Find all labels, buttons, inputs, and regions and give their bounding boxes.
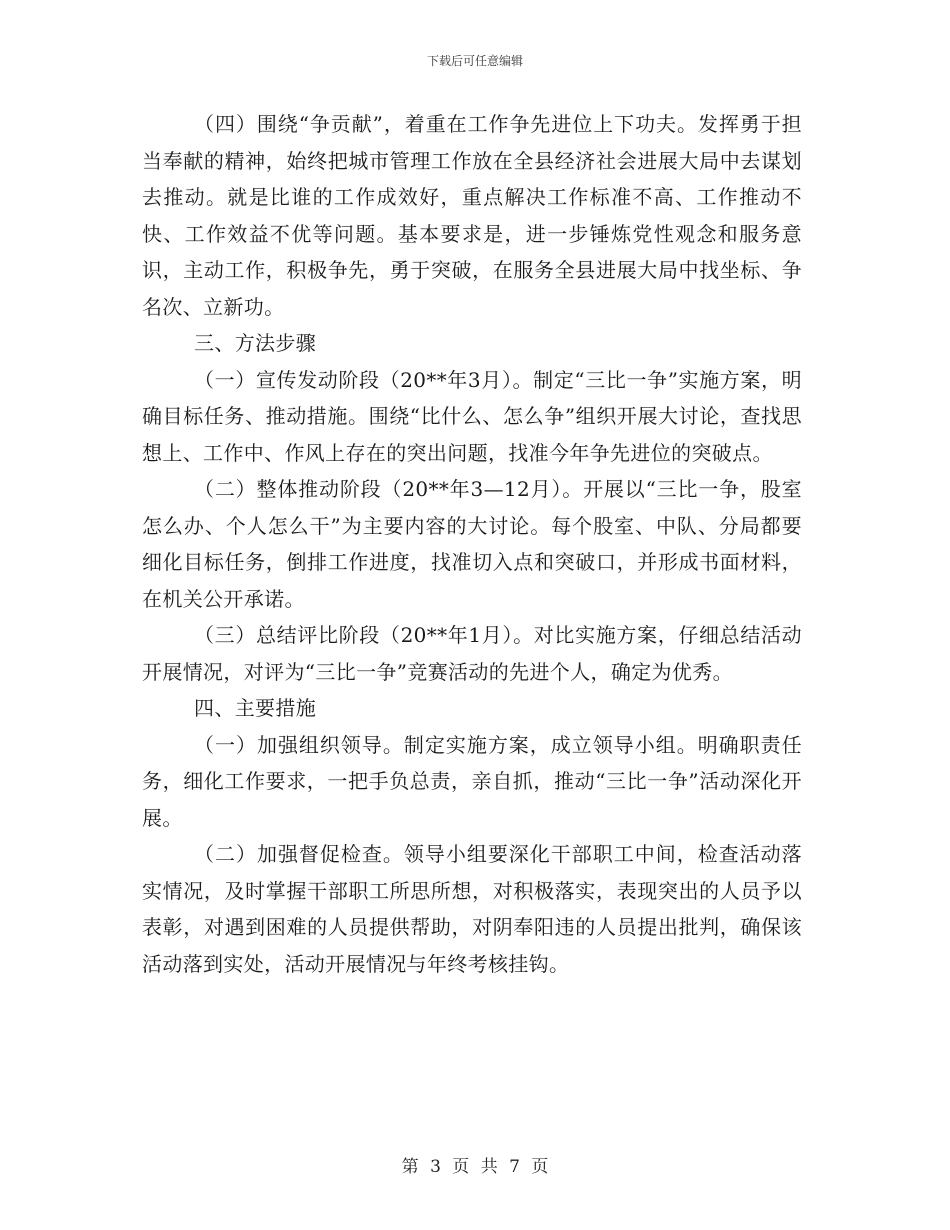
paragraph-contribution: （四）围绕“争贡献”，着重在工作争先进位上下功夫。发挥勇于担当奉献的精神，始终把城市管理工作放在全县经济社会进展大局中去谋划去推动。就是比谁的工作成效好，重点解决工作标准不高、工作推动不快、工作效益不优等问题。基本要求是，进一步锤炼党性观念和服务意识，主动工作，积极争先，勇于突破，在服务全县进展大局中找坐标、争名次、立新功。 <box>142 112 802 319</box>
paragraph-step-promotion: （二）整体推动阶段（20**年3—12月）。开展以“三比一争，股室怎么办、个人怎么干”为主要内容的大讨论。每个股室、中队、分局都要细化目标任务，倒排工作进度，找准切入点和突破口，并形成书面材料，在机关公开承诺。 <box>142 477 802 611</box>
page-number: 第 3 页 共 7 页 <box>401 1157 549 1177</box>
section-heading-measures: 四、主要措施 <box>194 696 317 720</box>
paragraph-measure-inspection: （二）加强督促检查。领导小组要深化干部职工中间，检查活动落实情况，及时掌握干部职工所思所想，对积极落实，表现突出的人员予以表彰，对遇到困难的人员提供帮助，对阴奉阳违的人员提出批判，确保该活动落到实处，活动开展情况与年终考核挂钩。 <box>142 842 802 976</box>
paragraph-step-mobilization: （一）宣传发动阶段（20**年3月）。制定“三比一争”实施方案，明确目标任务、推动措施。围绕“比什么、怎么争”组织开展大讨论，查找思想上、工作中、作风上存在的突出问题，找准今年争先进位的突破点。 <box>142 367 802 465</box>
section-heading-methods: 三、方法步骤 <box>194 331 317 355</box>
paragraph-step-evaluation: （三）总结评比阶段（20**年1月）。对比实施方案，仔细总结活动开展情况，对评为“三比一争”竞赛活动的先进个人，确定为优秀。 <box>142 623 802 684</box>
document-body <box>142 106 802 982</box>
page-header-note: 下载后可任意编辑 <box>426 54 523 68</box>
paragraph-measure-leadership: （一）加强组织领导。制定实施方案，成立领导小组。明确职责任务，细化工作要求，一把手负总责，亲自抓，推动“三比一争”活动深化开展。 <box>142 732 802 830</box>
